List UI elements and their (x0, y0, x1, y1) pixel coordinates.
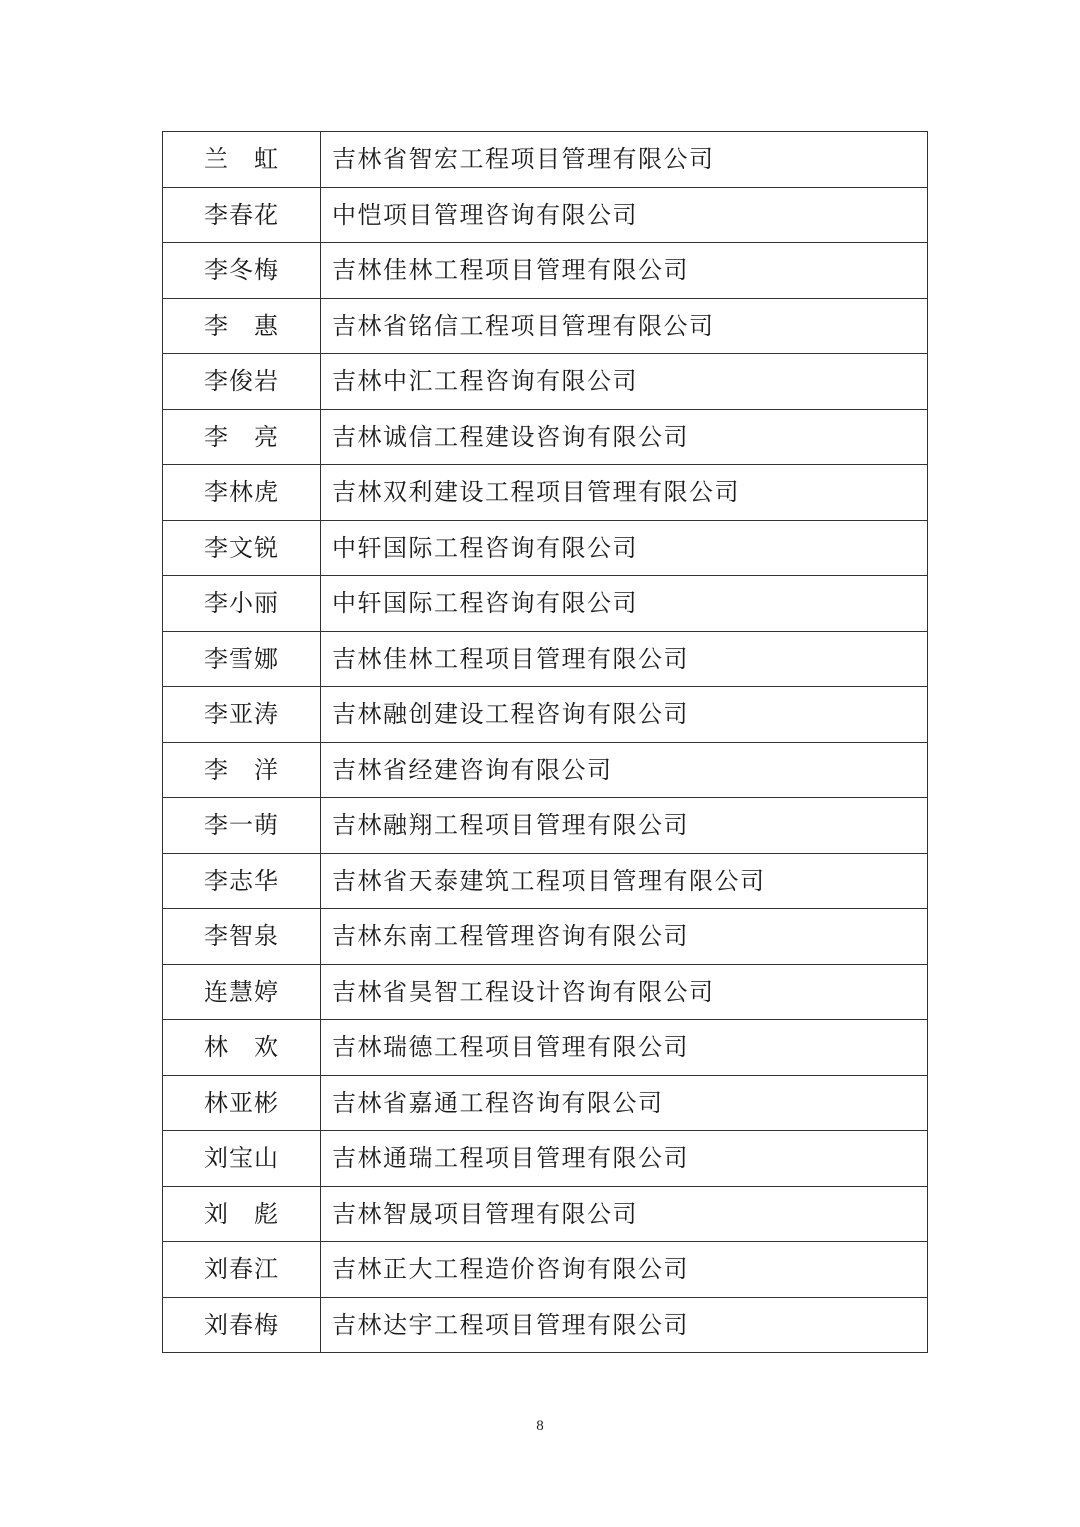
company-name-cell: 吉林正大工程造价咨询有限公司 (321, 1242, 928, 1298)
company-name-cell: 中轩国际工程咨询有限公司 (321, 520, 928, 576)
company-name-cell: 吉林融创建设工程咨询有限公司 (321, 687, 928, 743)
person-name-cell: 李春花 (163, 187, 321, 243)
person-name-cell: 连慧婷 (163, 964, 321, 1020)
company-name-cell: 吉林瑞德工程项目管理有限公司 (321, 1020, 928, 1076)
company-name-cell: 吉林佳林工程项目管理有限公司 (321, 243, 928, 299)
table-row (163, 298, 928, 354)
person-name-cell: 李 亮 (163, 409, 321, 465)
table-row (163, 1075, 928, 1131)
page-number: 8 (536, 1418, 544, 1434)
company-name-cell: 吉林省铭信工程项目管理有限公司 (321, 298, 928, 354)
person-name-cell: 林亚彬 (163, 1075, 321, 1131)
person-name-cell: 李志华 (163, 853, 321, 909)
table-row (163, 742, 928, 798)
table-row (163, 465, 928, 521)
person-name-cell: 李林虎 (163, 465, 321, 521)
roster-table (162, 131, 928, 1353)
table-row (163, 909, 928, 965)
person-name-cell: 兰 虹 (163, 132, 321, 188)
company-name-cell: 中恺项目管理咨询有限公司 (321, 187, 928, 243)
roster-table-body (163, 132, 928, 1353)
company-name-cell: 吉林佳林工程项目管理有限公司 (321, 631, 928, 687)
table-row (163, 687, 928, 743)
company-name-cell: 吉林双利建设工程项目管理有限公司 (321, 465, 928, 521)
company-name-cell: 吉林省昊智工程设计咨询有限公司 (321, 964, 928, 1020)
company-name-cell: 吉林通瑞工程项目管理有限公司 (321, 1131, 928, 1187)
table-row (163, 1242, 928, 1298)
table-row (163, 576, 928, 632)
table-row (163, 964, 928, 1020)
person-name-cell: 刘 彪 (163, 1186, 321, 1242)
table-row (163, 354, 928, 410)
table-row (163, 520, 928, 576)
table-row (163, 409, 928, 465)
company-name-cell: 吉林东南工程管理咨询有限公司 (321, 909, 928, 965)
table-row (163, 1186, 928, 1242)
company-name-cell: 吉林省智宏工程项目管理有限公司 (321, 132, 928, 188)
company-name-cell: 吉林省天泰建筑工程项目管理有限公司 (321, 853, 928, 909)
person-name-cell: 李 洋 (163, 742, 321, 798)
person-name-cell: 林 欢 (163, 1020, 321, 1076)
table-row (163, 798, 928, 854)
table-row (163, 853, 928, 909)
person-name-cell: 刘宝山 (163, 1131, 321, 1187)
person-name-cell: 李智泉 (163, 909, 321, 965)
company-name-cell: 吉林省嘉通工程咨询有限公司 (321, 1075, 928, 1131)
company-name-cell: 吉林融翔工程项目管理有限公司 (321, 798, 928, 854)
person-name-cell: 刘春江 (163, 1242, 321, 1298)
person-name-cell: 刘春梅 (163, 1297, 321, 1353)
table-row (163, 1297, 928, 1353)
table-row (163, 187, 928, 243)
table-row (163, 132, 928, 188)
table-row (163, 1131, 928, 1187)
person-name-cell: 李一萌 (163, 798, 321, 854)
table-row (163, 243, 928, 299)
company-name-cell: 吉林省经建咨询有限公司 (321, 742, 928, 798)
person-name-cell: 李亚涛 (163, 687, 321, 743)
person-name-cell: 李雪娜 (163, 631, 321, 687)
person-name-cell: 李文锐 (163, 520, 321, 576)
table-row (163, 1020, 928, 1076)
company-name-cell: 中轩国际工程咨询有限公司 (321, 576, 928, 632)
person-name-cell: 李小丽 (163, 576, 321, 632)
company-name-cell: 吉林智晟项目管理有限公司 (321, 1186, 928, 1242)
person-name-cell: 李 惠 (163, 298, 321, 354)
company-name-cell: 吉林诚信工程建设咨询有限公司 (321, 409, 928, 465)
company-name-cell: 吉林达宇工程项目管理有限公司 (321, 1297, 928, 1353)
person-name-cell: 李俊岩 (163, 354, 321, 410)
company-name-cell: 吉林中汇工程咨询有限公司 (321, 354, 928, 410)
person-name-cell: 李冬梅 (163, 243, 321, 299)
table-row (163, 631, 928, 687)
